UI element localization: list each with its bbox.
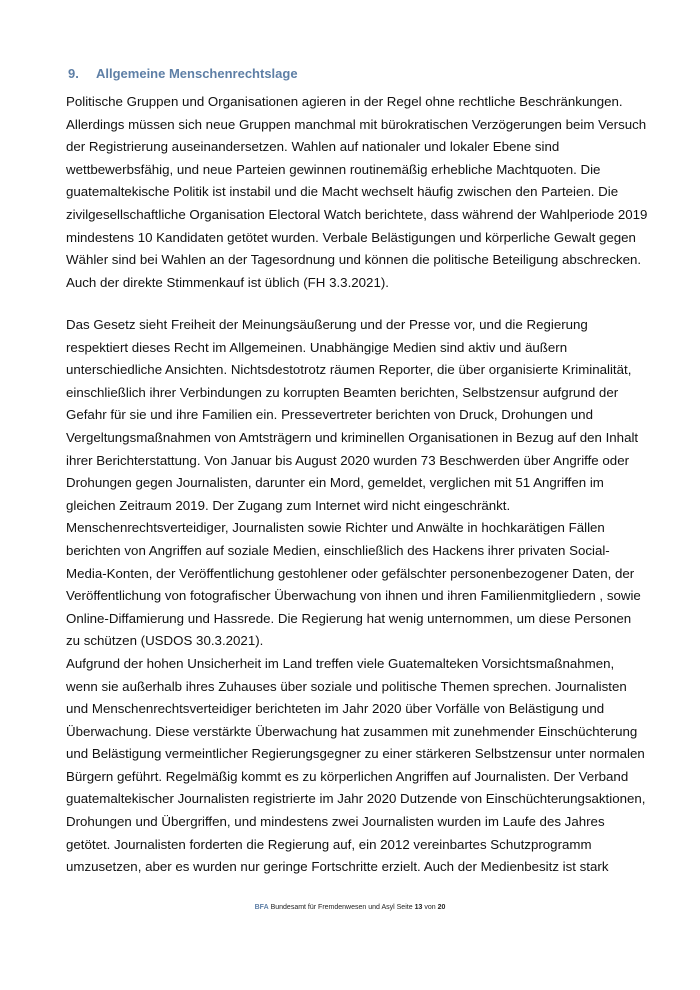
text-line: der Registrierung auseinandersetzen. Wahlen auf nationaler und lokaler Ebene sind <box>66 139 560 155</box>
text-line: Drohungen gegen Journalisten, darunter ein Mord, gemeldet, verglichen mit 51 Angriffen im <box>66 475 604 491</box>
text-line: zu schützen (USDOS 30.3.2021). <box>66 633 264 649</box>
text-line: Auch der direkte Stimmenkauf ist üblich (FH 3.3.2021). <box>66 274 389 290</box>
text-line: Menschenrechtsverteidiger, Journalisten sowie Richter und Anwälte in hochkarätigen Fällen <box>66 520 605 536</box>
text-line: guatemaltekischer Journalisten registrierte im Jahr 2020 Dutzende von Einschüchterungsaktionen, <box>66 791 646 807</box>
text-line: respektiert dieses Recht im Allgemeinen. Unabhängige Medien sind aktiv und äußern <box>66 339 568 355</box>
text-line: Aufgrund der hohen Unsicherheit im Land treffen viele Guatemalteken Vorsichtsmaßnahmen, <box>66 655 615 671</box>
footer-of: von <box>424 904 436 911</box>
text-line: getötet. Journalisten forderten die Regierung auf, ein 2012 vereinbartes Schutzprogramm <box>66 836 592 852</box>
text-line: guatemaltekische Politik ist instabil und die Macht wechselt häufig zwischen den Parteien. Die <box>66 184 619 200</box>
text-line: wettbewerbsfähig, und neue Parteien gewinnen routinemäßig erhebliche Machtquoten. Die <box>66 161 601 177</box>
text-line: Überwachung. Diese verstärkte Überwachung hat zusammen mit zunehmender Einschüchterung <box>66 723 638 739</box>
text-line: gleichen Zeitraum 2019. Der Zugang zum Internet wird nicht eingeschränkt. <box>66 497 511 513</box>
text-line: Allerdings müssen sich neue Gruppen manchmal mit bürokratischen Verzögerungen beim Versuch <box>66 116 647 132</box>
text-line: Drohungen und Übergriffen, und mindestens zwei Journalisten wurden im Laufe des Jahres <box>66 814 605 830</box>
text-line: umzusetzen, aber es wurden nur geringe Fortschritte erzielt. Auch der Medienbesitz ist stark <box>66 859 609 875</box>
paragraph-political-groups <box>66 91 666 294</box>
text-line: wenn sie außerhalb ihres Zuhauses über soziale und politische Themen sprechen. Journalisten <box>66 678 627 694</box>
footer-page-total: 20 <box>437 904 446 911</box>
text-line: berichten von Angriffen auf soziale Medien, einschließlich des Hackens ihrer privaten Social- <box>66 542 610 558</box>
section-title: Allgemeine Menschenrechtslage <box>96 66 298 81</box>
text-line: Bürgern geführt. Regelmäßig kommt es zu körperlichen Angriffen auf Journalisten. Der Verband <box>66 768 629 784</box>
text-line: Das Gesetz sieht Freiheit der Meinungsäußerung und der Presse vor, und die Regierung <box>66 317 588 332</box>
text-line: Wähler sind bei Wahlen an der Tagesordnung und können die politische Beteiligung abschrecken. <box>66 252 642 268</box>
text-line: unterschiedliche Ansichten. Nichtsdestotrotz räumen Reporter, die über organisierte Kriminalität, <box>66 362 632 378</box>
text-line: Vergeltungsmaßnahmen von Amtsträgern und kriminellen Organisationen in Bezug auf den Inhalt <box>66 429 639 445</box>
text-line: Politische Gruppen und Organisationen agieren in der Regel ohne rechtliche Beschränkungen. <box>66 94 623 109</box>
text-line: Veröffentlichung von fotografischer Überwachung von ihnen und ihren Familienmitgliedern , sowie <box>66 588 641 604</box>
text-line: Online-Diffamierung und Hassrede. Die Regierung hat wenig unternommen, um diese Personen <box>66 610 632 626</box>
text-line: und Belästigung vermeintlicher Regierungsgegner zu einer stärkeren Selbstzensur unter normalen <box>66 746 645 762</box>
footer-logo: BFA <box>254 904 269 911</box>
paragraph-freedom-of-expression <box>66 314 666 879</box>
section-heading <box>68 66 298 81</box>
text-line: und Menschenrechtsverteidiger berichteten im Jahr 2020 über Vorfälle von Belästigung und <box>66 701 605 717</box>
footer-text: Bundesamt für Fremdenwesen und Asyl Seite <box>270 904 413 911</box>
text-line: einschließlich ihrer Verbindungen zu korrupten Beamten berichten, Selbstzensur aufgrund der <box>66 384 619 400</box>
page-footer <box>0 904 700 911</box>
section-number: 9. <box>68 66 79 81</box>
text-line: ihrer Berichterstattung. Von Januar bis August 2020 wurden 73 Beschwerden über Angriffe oder <box>66 452 630 468</box>
text-line: zivilgesellschaftliche Organisation Electoral Watch berichtete, dass während der Wahlperiode 2019 <box>66 206 648 222</box>
footer-page-number: 13 <box>414 904 423 911</box>
text-line: mindestens 10 Kandidaten getötet wurden. Verbale Belästigungen und körperliche Gewalt gegen <box>66 229 636 245</box>
text-line: Gefahr für sie und ihre Familien ein. Pressevertreter berichten von Druck, Drohungen und <box>66 407 593 423</box>
text-line: Media-Konten, der Veröffentlichung gestohlener oder gefälschter personenbezogener Daten, der <box>66 565 635 581</box>
